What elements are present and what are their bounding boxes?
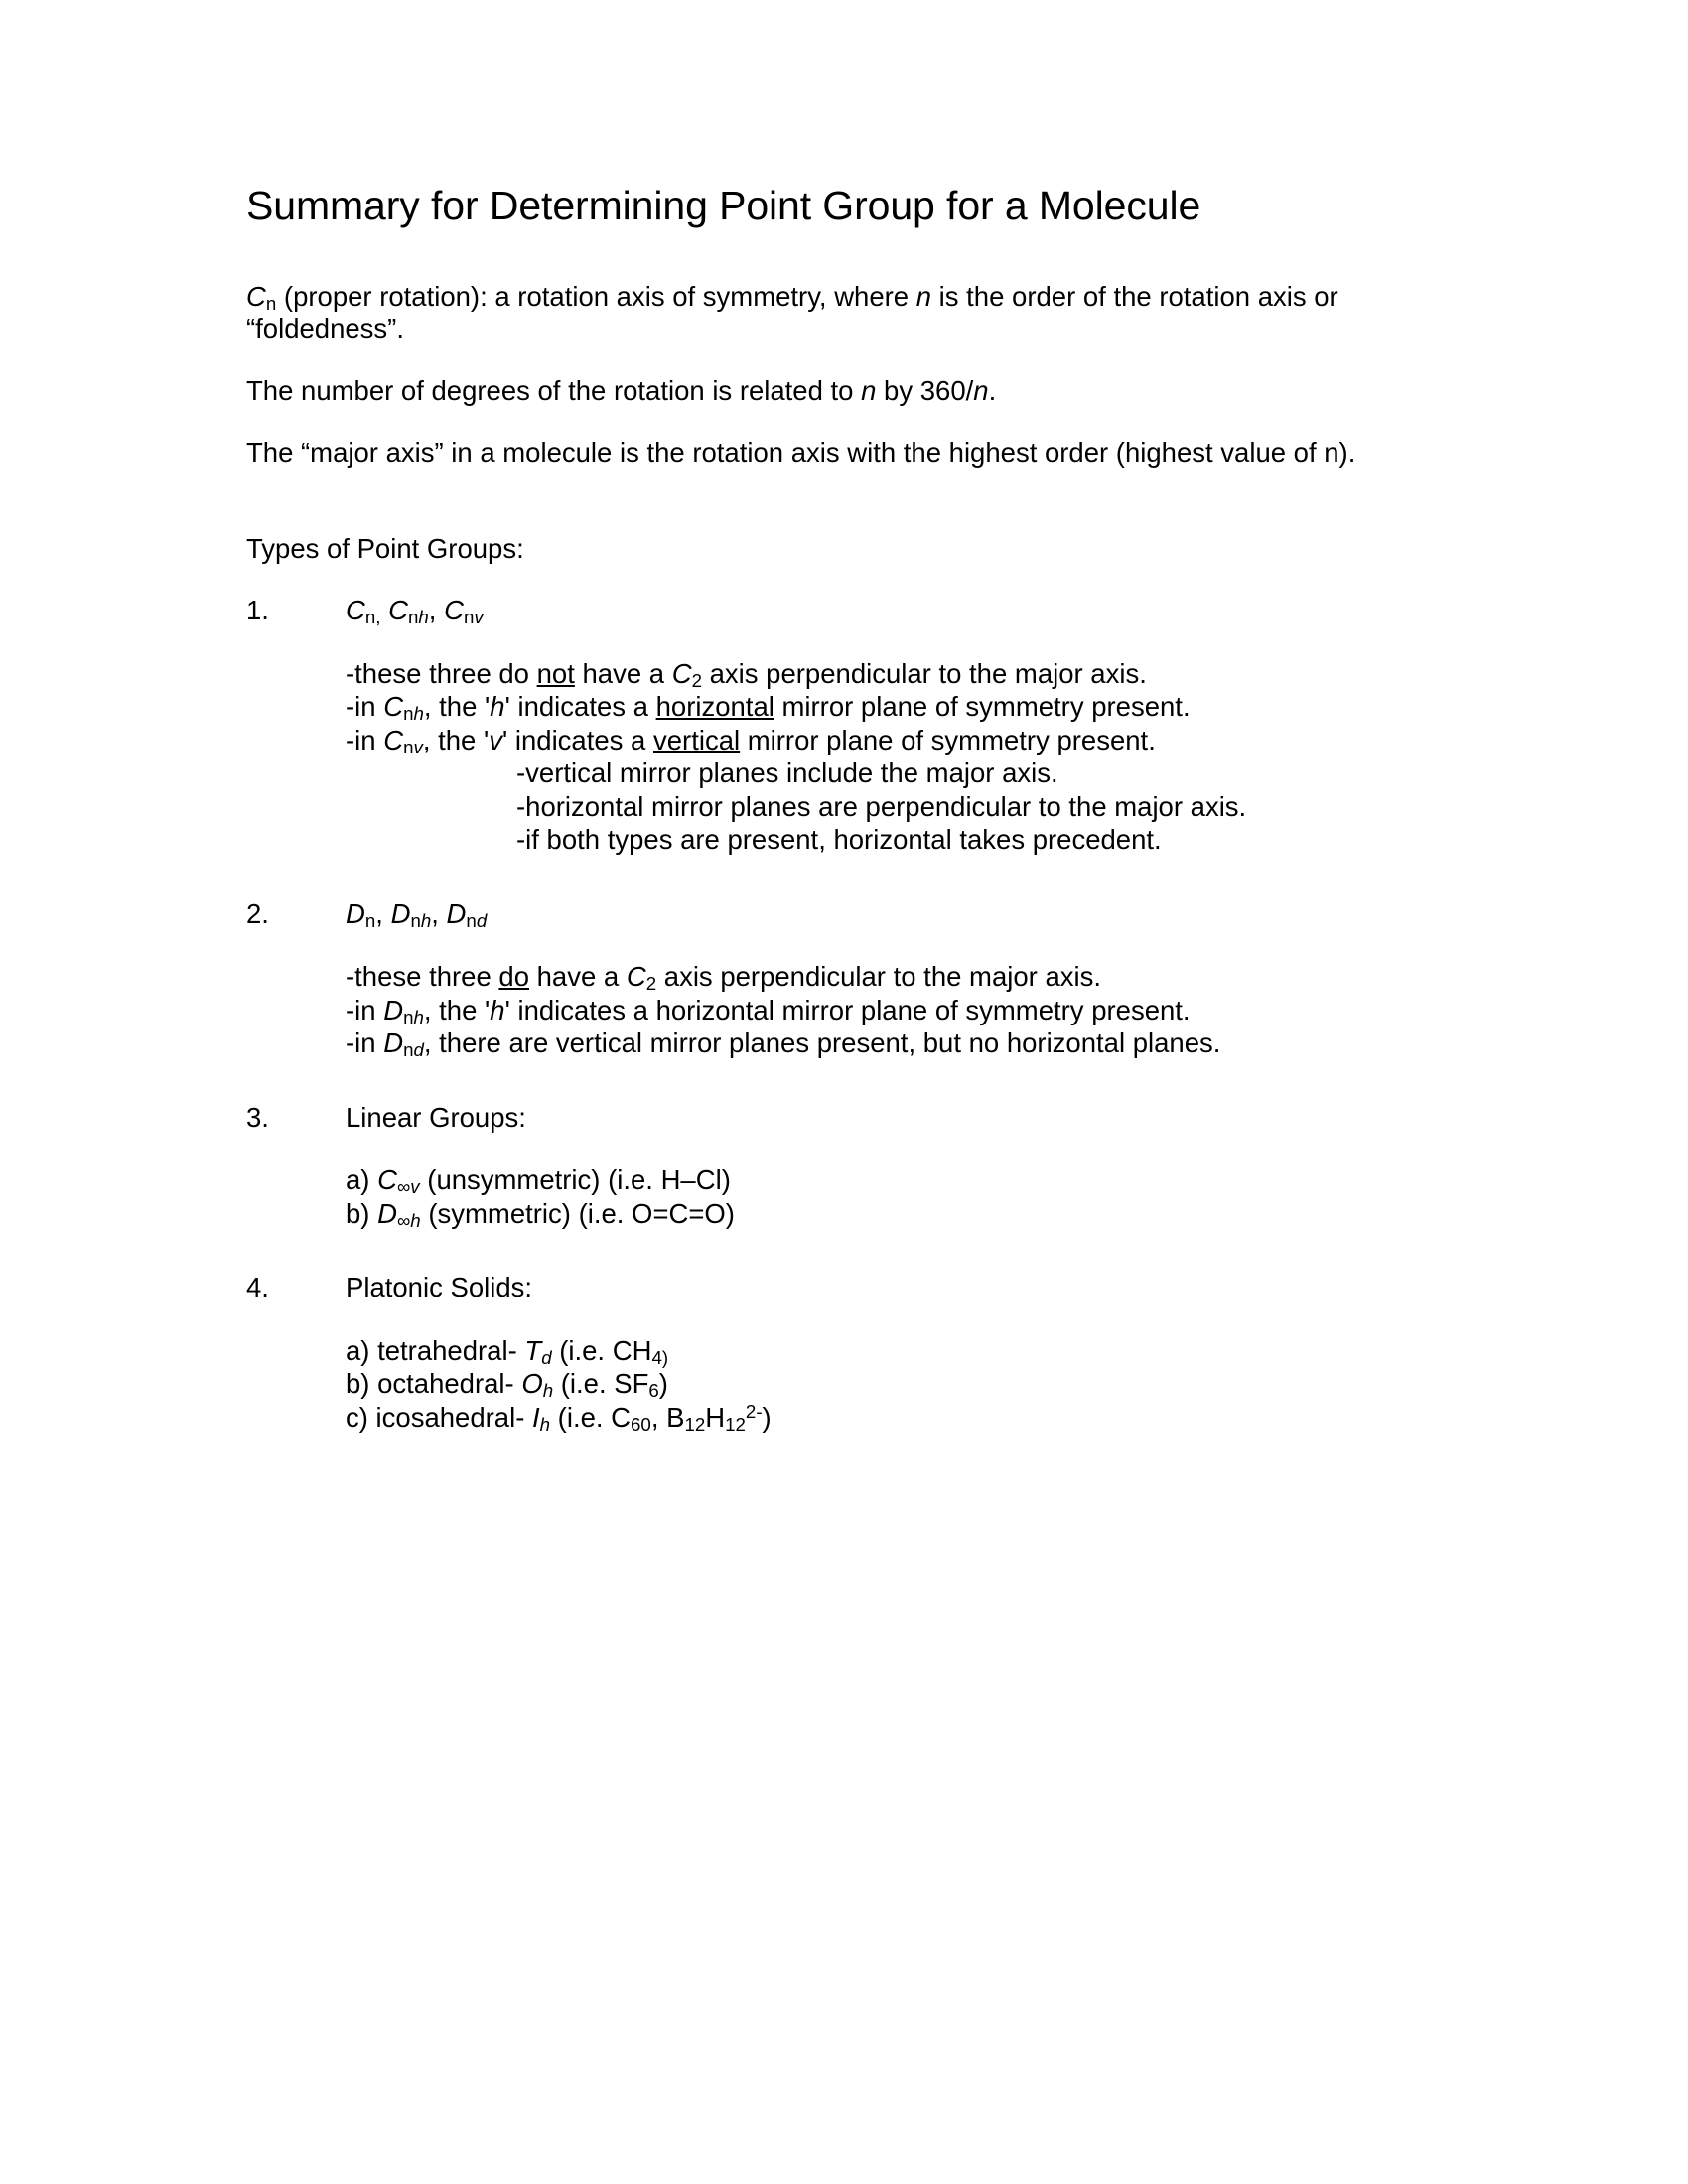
symbol-cn-main: C: [346, 595, 365, 626]
section-heading-types: Types of Point Groups:: [246, 532, 524, 564]
symbol-cnh-sub-b: [403, 703, 424, 724]
bullet-5-pre: -in: [346, 994, 384, 1025]
symbol-cn-sub: n,: [364, 607, 381, 628]
symbol-dinfh: D: [377, 1197, 397, 1229]
bullet-no-c2-axis: [346, 657, 1438, 691]
subscript-n: n: [265, 293, 277, 315]
bullet-5-mid2: ' indicates a horizontal mirror plane of symmetry present.: [504, 994, 1191, 1025]
symbol-c2-sub-b: 2: [645, 973, 657, 995]
bullet-dnh-horizontal: [346, 994, 1438, 1027]
symbol-td: T: [524, 1334, 542, 1366]
bullet-4-pre: -these three: [346, 961, 499, 993]
symbol-dnd-sub-b: [403, 1039, 424, 1060]
bullet-2-mid: , the ': [423, 691, 491, 723]
separator-2: ,: [428, 595, 445, 626]
emphasis-do: do: [498, 961, 529, 993]
symbol-dnd-sub: [466, 910, 487, 931]
sub-n8: n: [403, 1039, 414, 1061]
bullet-4-mid: have a: [529, 961, 627, 993]
symbol-td-sub: d: [541, 1346, 552, 1368]
sub-n4: n: [403, 736, 414, 757]
variable-n: n: [915, 280, 932, 312]
linear-group-b: [346, 1197, 1438, 1231]
label-a: a): [346, 1164, 378, 1196]
subbullet-vertical-include: -vertical mirror planes include the major axis.: [516, 757, 1058, 789]
list-number: 1.: [246, 595, 269, 626]
sub-h4: h: [413, 1006, 424, 1027]
list-item: [246, 898, 1438, 930]
text-h12-a: H: [705, 1401, 726, 1433]
symbol-dinfh-sub: [397, 1210, 421, 1231]
linear-groups-list: [346, 1163, 1438, 1230]
bullet-1-post: axis perpendicular to the major axis.: [702, 657, 1147, 689]
emphasis-vertical: vertical: [653, 724, 741, 755]
bullet-cnh-horizontal: [346, 690, 1438, 724]
platonic-solid-tetrahedral: [346, 1334, 1438, 1368]
italic-v: v: [489, 724, 502, 755]
symbol-cnv-sub-b: [403, 737, 423, 757]
text-sf6-a: (i.e. SF: [553, 1368, 649, 1400]
symbol-c2-b: C: [626, 961, 646, 993]
bullet-has-c2-axis: [346, 960, 1438, 994]
text-b12-sub: 12: [684, 1414, 706, 1435]
list-item-heading: [346, 898, 1438, 930]
sub-n: n: [407, 607, 419, 628]
symbol-cnh-main: C: [388, 595, 408, 626]
sub-n6: n: [466, 909, 477, 931]
text-close-paren: ): [762, 1401, 772, 1433]
symbol-dn-main: D: [346, 897, 365, 929]
sub-infinity-2: ∞: [396, 1209, 411, 1231]
text-charge-sup: 2-: [745, 1400, 763, 1422]
symbol-c: C: [246, 280, 266, 312]
italic-h2: h: [490, 994, 505, 1025]
label-icosahedral: c) icosahedral-: [346, 1401, 532, 1433]
symbol-oh: O: [521, 1368, 543, 1400]
bullet-1-mid: have a: [574, 657, 672, 689]
bullet-2-post: mirror plane of symmetry present.: [774, 691, 1191, 723]
text-unsymmetric-hcl: (unsymmetric) (i.e. H–Cl): [419, 1164, 731, 1196]
bullet-2-pre: -in: [346, 691, 384, 723]
text-ch4-a: (i.e. CH: [551, 1334, 652, 1366]
text-b12-a: , B: [650, 1401, 685, 1433]
label-b: b): [346, 1197, 378, 1229]
linear-group-a: [346, 1163, 1438, 1197]
symbol-ih: I: [532, 1401, 540, 1433]
bullet-3-post: mirror plane of symmetry present.: [740, 724, 1156, 755]
symbol-dn-sub: n: [364, 909, 376, 931]
symbol-cinfv: C: [377, 1164, 397, 1196]
list-number: 2.: [246, 897, 269, 929]
variable-n-2: n: [973, 374, 989, 406]
paragraph-cn-definition: [246, 281, 1408, 345]
separator-4: ,: [431, 897, 447, 929]
sub-v: v: [474, 607, 484, 628]
list-number: 3.: [246, 1101, 269, 1133]
paragraph-degrees-rotation: [246, 375, 1408, 407]
platonic-solids-list: [346, 1334, 1438, 1434]
text-order-of: is the order of the rotation axis or “foldedness”.: [246, 280, 1338, 344]
variable-n-1: n: [861, 374, 877, 406]
sub-h: h: [418, 607, 429, 628]
list-item: [246, 1102, 1438, 1134]
bullet-dnd-vertical: [346, 1026, 1438, 1060]
text-c60-a: (i.e. C: [550, 1401, 632, 1433]
platonic-solid-icosahedral: [346, 1401, 1438, 1434]
list-number: 4.: [246, 1272, 269, 1303]
sub-v3: v: [410, 1176, 420, 1198]
separator-1: [380, 595, 388, 625]
symbol-c2-sub: 2: [691, 669, 702, 691]
bullet-3-pre: -in: [346, 724, 384, 755]
text-degrees-c: .: [988, 374, 997, 406]
text-c60-sub: 60: [631, 1414, 651, 1435]
sub-d2: d: [413, 1039, 424, 1061]
symbol-dnd-main: D: [446, 897, 467, 929]
symbol-dnh-sub-b: [403, 1007, 424, 1027]
text-degrees-a: The number of degrees of the rotation is related to: [246, 374, 862, 406]
sub-n3: n: [403, 703, 414, 725]
bullet-6-mid: , there are vertical mirror planes present, but no horizontal planes.: [423, 1027, 1221, 1059]
sub-n5: n: [410, 909, 421, 931]
symbol-dnh-sub: [410, 910, 431, 931]
label-tetrahedral: a) tetrahedral-: [346, 1334, 525, 1366]
text-symmetric-co2: (symmetric) (i.e. O=C=O): [420, 1197, 735, 1229]
symbol-cnh-sub: [408, 607, 429, 627]
symbol-cnv-main: C: [444, 595, 464, 626]
text-sf6-sub: 6: [648, 1380, 659, 1402]
subbullet-precedent: -if both types are present, horizontal takes precedent.: [516, 824, 1162, 856]
page-title: Summary for Determining Point Group for a Molecule: [246, 183, 1201, 228]
bullet-1-pre: -these three do: [346, 657, 537, 689]
symbol-c2: C: [671, 657, 692, 689]
list-item-heading: [346, 595, 1438, 626]
sub-h2: h: [413, 703, 424, 725]
sub-n7: n: [403, 1006, 414, 1027]
text-proper-rotation: (proper rotation): a rotation axis of symmetry, where: [276, 280, 916, 312]
symbol-cnv-sub: [464, 607, 484, 627]
symbol-cnv: C: [383, 724, 404, 755]
bullet-group-2: [346, 960, 1438, 1060]
bullet-4-post: axis perpendicular to the major axis.: [656, 961, 1101, 993]
sub-infinity: ∞: [396, 1176, 411, 1198]
bullet-2-mid2: ' indicates a: [504, 691, 656, 723]
sub-h5: h: [410, 1209, 421, 1231]
symbol-ih-sub: h: [539, 1414, 551, 1435]
list-item-heading: Linear Groups:: [346, 1101, 526, 1133]
italic-h: h: [490, 691, 505, 723]
emphasis-horizontal: horizontal: [655, 691, 774, 723]
symbol-dnh-main: D: [390, 897, 411, 929]
symbol-cinfv-sub: [397, 1176, 420, 1197]
list-item-heading: Platonic Solids:: [346, 1272, 533, 1303]
symbol-oh-sub: h: [542, 1380, 554, 1402]
text-ch4-sub: 4): [651, 1346, 669, 1368]
bullet-6-pre: -in: [346, 1027, 384, 1059]
sub-n2: n: [463, 607, 475, 628]
symbol-dnh: D: [383, 994, 404, 1025]
symbol-cnh: C: [383, 691, 404, 723]
label-octahedral: b) octahedral-: [346, 1368, 522, 1400]
emphasis-not: not: [536, 657, 575, 689]
sub-d: d: [476, 909, 488, 931]
text-degrees-b: by 360/: [876, 374, 974, 406]
bullet-cnv-vertical: [346, 724, 1438, 757]
text-h12-sub: 12: [725, 1414, 746, 1435]
bullet-3-mid: , the ': [422, 724, 490, 755]
platonic-solid-octahedral: [346, 1367, 1438, 1401]
document-body: [246, 184, 1438, 1434]
text-sf6-b: ): [658, 1368, 668, 1400]
subbullet-horizontal-perpendicular: -horizontal mirror planes are perpendicular to the major axis.: [516, 790, 1247, 822]
separator-3: ,: [375, 897, 391, 929]
list-item: [246, 595, 1438, 626]
sub-h3: h: [420, 909, 432, 931]
bullet-5-mid: , the ': [423, 994, 491, 1025]
list-item: [246, 1272, 1438, 1303]
sub-v2: v: [413, 736, 423, 757]
bullet-3-mid2: ' indicates a: [501, 724, 653, 755]
symbol-dnd: D: [383, 1027, 404, 1059]
bullet-group-1: [346, 657, 1438, 857]
paragraph-major-axis: The “major axis” in a molecule is the rotation axis with the highest order (highest value of n).: [246, 437, 1356, 469]
